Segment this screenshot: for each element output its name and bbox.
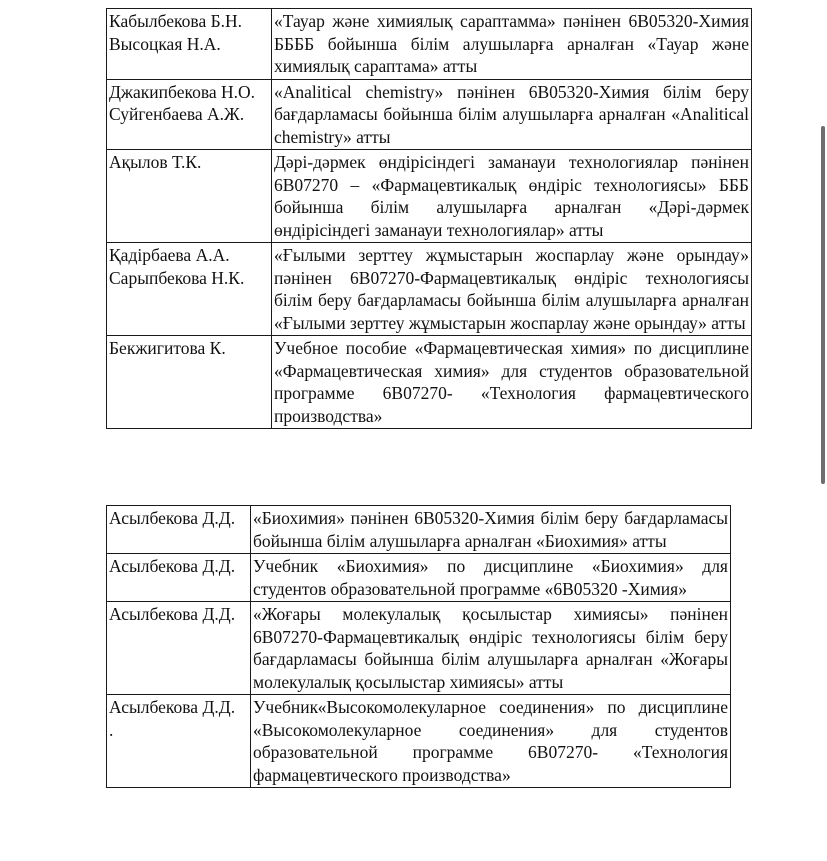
table-row <box>107 506 731 554</box>
description-cell: Учебное пособие «Фармацевтическая химия» по дисциплине «Фармацевтическая химия» для студентов образовательной программе 6В07270- «Технология фармацевтического производства» <box>272 336 752 429</box>
author-cell: Асылбекова Д.Д. . <box>107 695 251 788</box>
author-cell: Асылбекова Д.Д. <box>107 554 251 602</box>
vertical-scrollbar[interactable] <box>821 126 825 484</box>
table-row <box>107 150 752 243</box>
description-cell: Учебник «Биохимия» по дисциплине «Биохимия» для студентов образовательной программе «6В05320 -Химия» <box>251 554 731 602</box>
table-row <box>107 79 752 150</box>
table-row <box>107 602 731 695</box>
description-cell: Дәрі-дәрмек өндірісіндегі заманауи технологиялар пәнінен 6В07270 – «Фармацевтикалық өндіріс технологиясы» БББ бойынша білім алушыларға арналған «Дәрі-дәрмек өндірісіндегі заманауи технологиялар» атты <box>272 150 752 243</box>
description-cell: «Жоғары молекулалық қосылыстар химиясы» пәнінен 6В07270-Фармацевтикалық өндіріс технологиясы білім беру бағдарламасы бойынша білім алушыларға арналған «Жоғары молекулалық қосылыстар химиясы» атты <box>251 602 731 695</box>
description-cell: «Тауар және химиялық сараптамма» пәнінен 6В05320-Химия ББББ бойынша білім алушыларға арналған «Тауар және химиялық сараптама» атты <box>272 9 752 80</box>
table-row <box>107 554 731 602</box>
author-cell: Бекжигитова К. <box>107 336 272 429</box>
description-cell: Учебник«Высокомолекуларное соединения» по дисциплине «Высокомолекуларное соединения» для студентов образовательной программе 6В07270- «Технология фармацевтического производства» <box>251 695 731 788</box>
description-cell: «Analitical chemistry» пәнінен 6В05320-Химия білім беру бағдарламасы бойынша білім алушыларға арналған «Analitical chemistry» атты <box>272 79 752 150</box>
author-cell: Кабылбекова Б.Н. Высоцкая Н.А. <box>107 9 272 80</box>
description-cell: «Ғылыми зерттеу жұмыстарын жоспарлау және орындау» пәнінен 6В07270-Фармацевтикалық өндіріс технологиясы білім беру бағдарламасы бойынша білім алушыларға арналған «Ғылыми зерттеу жұмыстарын жоспарлау және орындау» атты <box>272 243 752 336</box>
table-row <box>107 336 752 429</box>
author-cell: Ақылов Т.К. <box>107 150 272 243</box>
author-cell: Қадірбаева А.А. Сарыпбекова Н.К. <box>107 243 272 336</box>
textbook-table-2 <box>106 505 731 788</box>
table-row <box>107 9 752 80</box>
table-row <box>107 695 731 788</box>
author-cell: Асылбекова Д.Д. <box>107 602 251 695</box>
author-cell: Джакипбекова Н.О. Суйгенбаева А.Ж. <box>107 79 272 150</box>
table-row <box>107 243 752 336</box>
textbook-table-1 <box>106 8 752 429</box>
author-cell: Асылбекова Д.Д. <box>107 506 251 554</box>
description-cell: «Биохимия» пәнінен 6В05320-Химия білім беру бағдарламасы бойынша білім алушыларға арналған «Биохимия» атты <box>251 506 731 554</box>
